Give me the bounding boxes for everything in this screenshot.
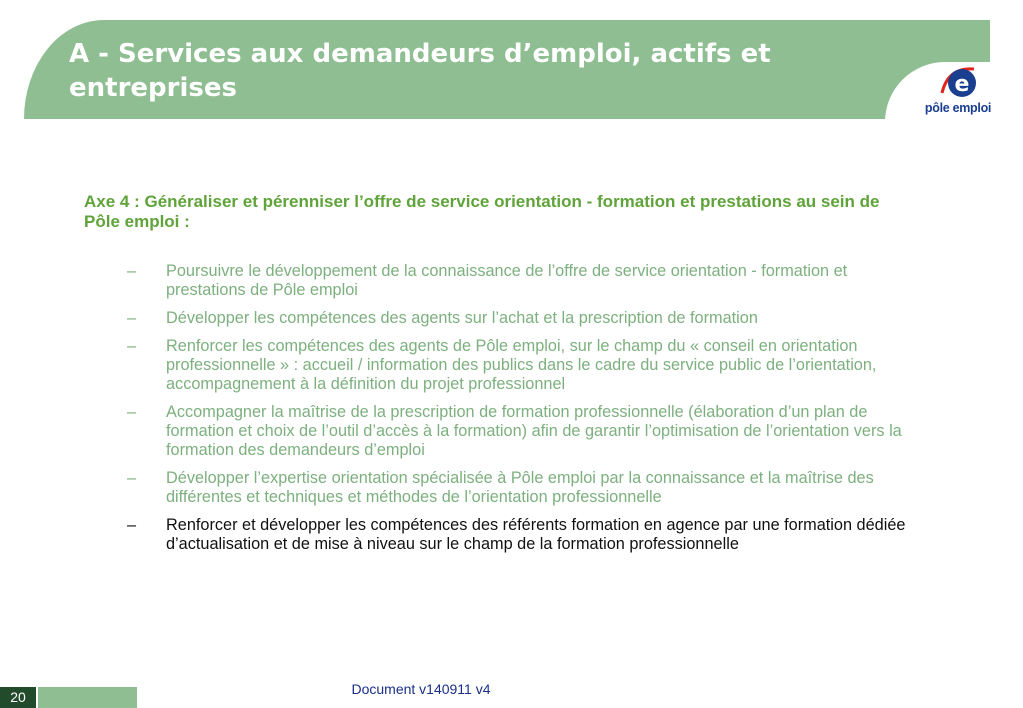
list-item <box>127 309 927 328</box>
list-item <box>127 403 927 460</box>
bullet-dash: – <box>127 262 137 280</box>
document-version <box>0 681 842 697</box>
logo-wordmark: pôle emploi <box>924 101 992 115</box>
svg-text:e: e <box>954 72 970 97</box>
bullet-text: Accompagner la maîtrise de la prescription de formation professionnelle (élaboration d’un plan de formation et choix de l’outil d’accès à la formation) afin de garantir l’optimisation de l’orientation vers la formation des demandeurs d’emploi <box>166 403 902 459</box>
bullet-text: Renforcer et développer les compétences des référents formation en agence par une formation dédiée d’actualisation et de mise à niveau sur le champ de la formation professionnelle <box>166 516 906 553</box>
list-item <box>127 337 927 394</box>
bullet-dash: – <box>127 516 137 534</box>
bullet-dash: – <box>127 337 137 355</box>
section-heading: Axe 4 : Généraliser et pérenniser l’offre de service orientation - formation et prestations au sein de Pôle emploi : <box>84 192 880 231</box>
bullet-dash: – <box>127 309 137 327</box>
pole-emploi-logo <box>918 63 998 123</box>
bullet-text: Développer l’expertise orientation spécialisée à Pôle emploi par la connaissance et la maîtrise des différentes et techniques et méthodes de l’orientation professionnelle <box>166 469 874 506</box>
list-item <box>127 469 927 507</box>
slide-title <box>69 37 869 105</box>
document-version-text: Document v140911 v4 <box>351 681 491 697</box>
list-item <box>127 516 927 554</box>
page-number: 20 <box>0 687 36 708</box>
bullet-text: Renforcer les compétences des agents de Pôle emploi, sur le champ du « conseil en orientation professionnelle » : accueil / information des publics dans le cadre du service public de l’orientation, accompagnement à la définition du projet professionnel <box>166 337 877 393</box>
slide-title-line2: entreprises <box>69 73 237 103</box>
bullet-text: Développer les compétences des agents sur l’achat et la prescription de formation <box>166 309 758 327</box>
bullet-dash: – <box>127 403 137 421</box>
bullet-dash: – <box>127 469 137 487</box>
bullet-text: Poursuivre le développement de la connaissance de l’offre de service orientation - formation et prestations de Pôle emploi <box>166 262 848 299</box>
slide-title-line1: A - Services aux demandeurs d’emploi, actifs et <box>69 39 771 69</box>
pole-emploi-logo-icon <box>940 63 980 99</box>
list-item <box>127 262 927 300</box>
bullet-list <box>127 262 927 563</box>
